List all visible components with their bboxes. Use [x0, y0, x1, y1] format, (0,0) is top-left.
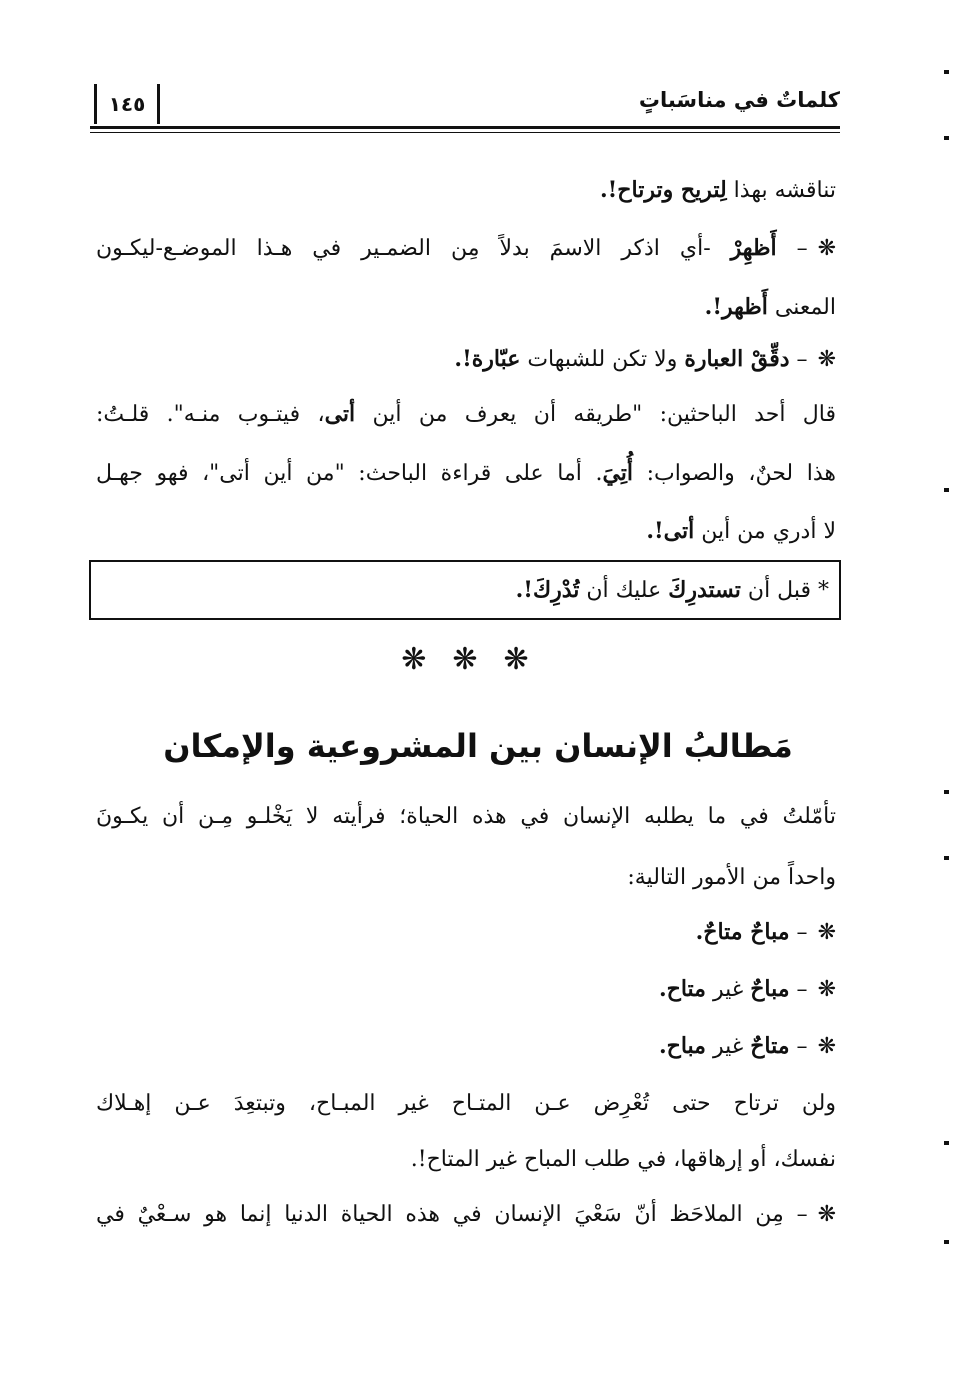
line-bold: متاح. — [658, 976, 706, 1002]
line-text: تناقشه بهذا — [726, 178, 836, 203]
line-bold: متاحٌ — [750, 1033, 790, 1059]
line-bold: أَظهر!. — [704, 294, 768, 320]
line-text: قال أحد الباحثين: "طريقه أن يعرف من أين — [355, 402, 836, 427]
bullet-line — [96, 973, 836, 1006]
bullet-dash: – — [789, 920, 808, 945]
line-bold: أتى!. — [646, 518, 695, 544]
bullet-icon: ❋ — [817, 1034, 836, 1059]
running-title: كلماتٌ في مناسَباتٍ — [638, 88, 840, 112]
line-text: قبل أن — [740, 578, 811, 603]
line-bold: أتى — [324, 401, 356, 427]
paragraph-line — [96, 801, 836, 833]
quote-text — [516, 574, 829, 607]
line-bold: عبّارة!. — [454, 346, 521, 372]
bullet-line — [96, 1030, 836, 1063]
scan-mark — [944, 136, 949, 140]
bullet-line — [96, 232, 836, 265]
line-text: غير — [705, 1034, 751, 1059]
line-text: واحداً من الأمور التالية: — [627, 865, 836, 890]
line-bold: دقِّقْ العبارة — [684, 346, 790, 372]
line-text: مِن الملاحَظ أنّ سَعْيَ الإنسان في هذه الحياة الدنيا إنما هو سـعْيٌ في — [96, 1202, 784, 1227]
line-bold: مباحٌ — [750, 976, 790, 1002]
scan-mark — [944, 1240, 949, 1244]
quote-box — [89, 560, 841, 620]
bullet-icon: ❋ — [817, 920, 836, 945]
line-text: المعنى — [767, 295, 836, 320]
quote-star: * — [811, 578, 829, 603]
line-text: -أي اذكر الاسمَ بدلاً مِن الضمـير في هـذا الموضـع-ليكـون — [96, 236, 731, 261]
line-bold: تستدرِكَ — [668, 577, 741, 603]
line-text: غير — [705, 977, 751, 1002]
header-rule-thick — [90, 126, 840, 129]
page-header — [90, 84, 840, 130]
paragraph-line — [96, 291, 836, 324]
bullet-icon: ❋ — [817, 347, 836, 372]
paragraph-line — [96, 515, 836, 548]
bullet-icon: ❋ — [817, 1202, 837, 1227]
bullet-icon: ❋ — [817, 977, 836, 1002]
line-bold: أُتِيَ — [602, 460, 634, 486]
bullet-line — [96, 1199, 836, 1231]
section-title: مَطالبُ الإنسان بين المشروعية والإمكان — [163, 727, 793, 765]
paragraph-line — [96, 1088, 836, 1120]
bullet-line — [96, 916, 836, 949]
line-text: نفسك، أو إرهاقها، في طلب المباح غير المتاح!. — [410, 1147, 836, 1172]
scan-mark — [944, 1141, 949, 1145]
bullet-icon: ❋ — [817, 236, 837, 261]
line-text: ولن ترتاح حتى تُعْرِض عـن المتـاح غير المبـاح، وتبتعِدَ عـن إهـلاك — [96, 1091, 836, 1116]
scan-mark — [944, 488, 949, 492]
scan-mark — [944, 790, 949, 794]
paragraph-line — [96, 174, 836, 207]
line-bold: لِتريح وترتاح!. — [599, 177, 727, 203]
bullet-dash: – — [789, 347, 808, 372]
bullet-dash: – — [776, 236, 808, 261]
section-separator: ❋❋❋ — [401, 642, 555, 677]
page-number: ١٤٥ — [94, 84, 160, 124]
bullet-dash: – — [783, 1202, 808, 1227]
line-bold: مباحٌ متاحٌ. — [695, 919, 790, 945]
line-text: ، فيتـوب منـه". قلـتُ: — [96, 402, 325, 427]
line-text: ولا تكن للشبهات — [520, 347, 685, 372]
paragraph-line — [96, 398, 836, 431]
line-bold: مباح. — [658, 1033, 706, 1059]
paragraph-line — [96, 1144, 836, 1176]
bullet-dash: – — [789, 1034, 808, 1059]
paragraph-line — [96, 862, 836, 894]
paragraph-line — [96, 457, 836, 490]
line-text: . أما على قراءة الباحث: "من أين أتى"، فهو جهـل — [96, 461, 603, 486]
line-text: هذا لحنٌ، والصواب: — [633, 461, 836, 486]
bullet-line — [96, 343, 836, 376]
scan-mark — [944, 70, 949, 74]
scan-mark — [944, 856, 949, 860]
line-bold: تُدْرِكَ!. — [515, 577, 580, 603]
line-text: عليك أن — [579, 578, 669, 603]
line-bold: أَظهِرْ — [730, 235, 777, 261]
line-text: تأمّلتُ في ما يطلبه الإنسان في هذه الحياة؛ فرأيته لا يَخْلـو مِـن أن يكـونَ — [96, 804, 836, 829]
header-rule-thin — [90, 132, 840, 133]
bullet-dash: – — [789, 977, 808, 1002]
line-text: لا أدري من أين — [694, 519, 836, 544]
